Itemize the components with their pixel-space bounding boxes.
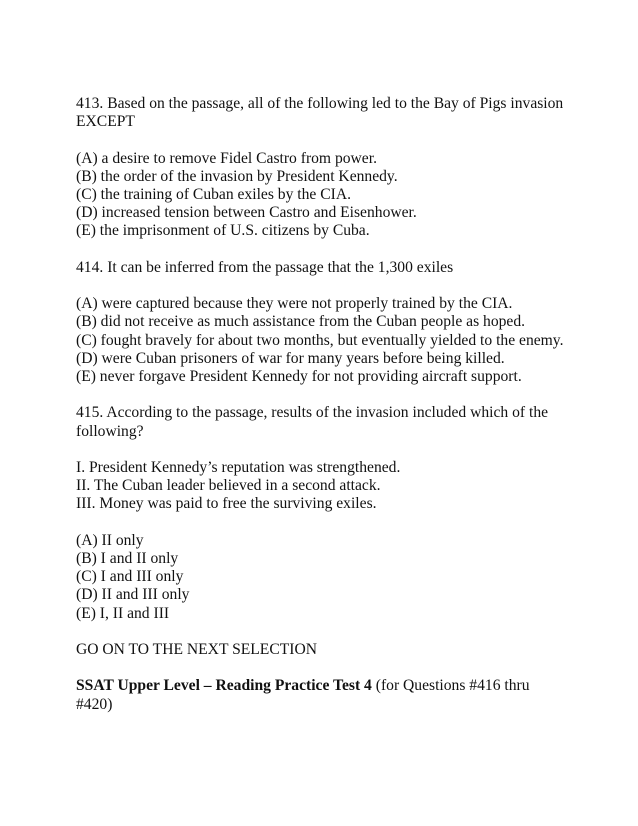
option-b: (B) did not receive as much assistance from the Cuban people as hoped.: [76, 313, 526, 331]
option-a: (A) a desire to remove Fidel Castro from power.: [76, 149, 377, 167]
option-c: (C) I and III only: [76, 568, 184, 586]
statement-iii: III. Money was paid to free the surviving exiles.: [76, 495, 377, 513]
option-d: (D) II and III only: [76, 586, 190, 604]
question-stem: 413. Based on the passage, all of the following led to the Bay of Pigs invasion EXCEPT: [76, 95, 564, 131]
option-c: (C) fought bravely for about two months, but eventually yielded to the enemy.: [76, 331, 564, 349]
option-b: (B) the order of the invasion by President Kennedy.: [76, 167, 398, 185]
section-range: (for Questions #416 thru #420): [76, 677, 530, 713]
question-stem: 414. It can be inferred from the passage that the 1,300 exiles: [76, 258, 454, 276]
statement-ii: II. The Cuban leader believed in a second attack.: [76, 477, 381, 495]
option-d: (D) were Cuban prisoners of war for many years before being killed.: [76, 349, 505, 367]
question-415: [76, 404, 566, 622]
next-selection-notice: GO ON TO THE NEXT SELECTION: [76, 640, 317, 658]
option-c: (C) the training of Cuban exiles by the CIA.: [76, 186, 351, 203]
section-heading: [76, 677, 566, 713]
option-b: (B) I and II only: [76, 549, 179, 567]
question-413: [76, 95, 566, 241]
question-414: [76, 259, 566, 386]
section-title: SSAT Upper Level – Reading Practice Test 4: [76, 677, 372, 695]
option-e: (E) I, II and III: [76, 604, 170, 622]
option-e: (E) never forgave President Kennedy for not providing aircraft support.: [76, 368, 522, 385]
option-d: (D) increased tension between Castro and Eisenhower.: [76, 204, 417, 222]
page-content: [76, 95, 566, 714]
question-stem: 415. According to the passage, results of the invasion included which of the following?: [76, 404, 549, 440]
answer-options: [76, 295, 566, 386]
answer-options: [76, 150, 566, 241]
statement-i: I. President Kennedy’s reputation was strengthened.: [76, 458, 401, 476]
roman-statements: [76, 459, 566, 514]
option-a: (A) were captured because they were not properly trained by the CIA.: [76, 295, 513, 313]
answer-options: [76, 532, 566, 623]
option-a: (A) II only: [76, 531, 144, 549]
option-e: (E) the imprisonment of U.S. citizens by Cuba.: [76, 222, 370, 240]
